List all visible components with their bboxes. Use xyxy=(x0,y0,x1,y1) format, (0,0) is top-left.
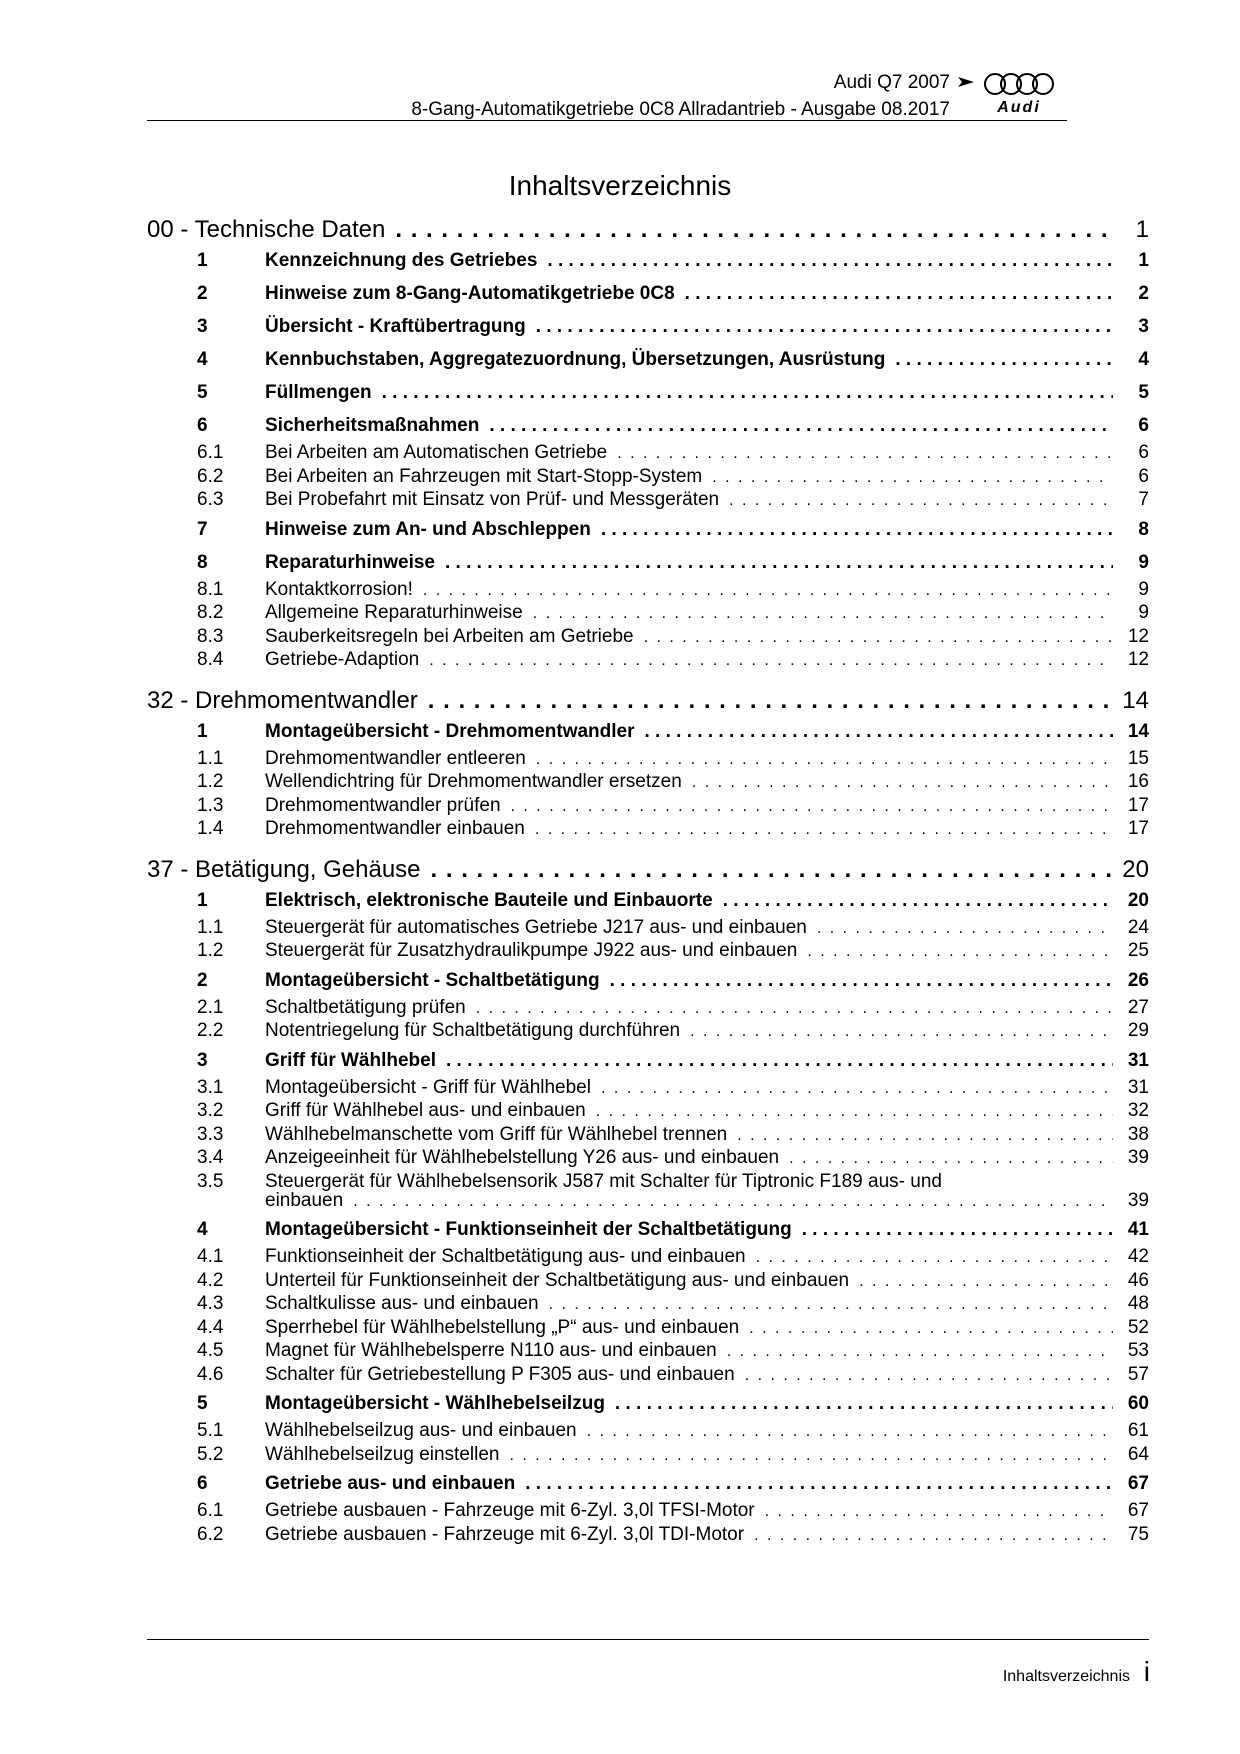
toc-label: Sauberkeitsregeln bei Arbeiten am Getriebe xyxy=(265,625,634,647)
dot-leader xyxy=(615,1393,1113,1415)
toc-label: Griff für Wählhebel xyxy=(265,1049,436,1071)
toc-label: Sperrhebel für Wählhebelstellung „P“ aus- und einbauen xyxy=(265,1316,740,1338)
toc-page-number: 20 xyxy=(1127,889,1149,911)
toc-page-number: 17 xyxy=(1127,818,1149,839)
toc-page-number: 6 xyxy=(1138,465,1149,487)
toc-subsection[interactable] xyxy=(197,1500,1149,1524)
toc-page-number: 24 xyxy=(1127,916,1149,938)
toc-page-number: 39 xyxy=(1127,1147,1149,1168)
toc-label: Übersicht - Kraftübertragung xyxy=(265,316,526,337)
toc-page-number: 6 xyxy=(1138,442,1149,463)
toc-number: 1 xyxy=(197,250,208,271)
toc-label: Montageübersicht - Schaltbetätigung xyxy=(265,969,600,991)
dot-leader xyxy=(423,582,1113,600)
toc-page-number: 6 xyxy=(1138,415,1149,436)
toc-number: 2.2 xyxy=(197,1020,224,1041)
toc-section[interactable] xyxy=(197,382,1149,406)
toc-number: 1.1 xyxy=(197,916,224,938)
dot-leader xyxy=(536,316,1113,338)
toc-page-number: 4 xyxy=(1138,349,1149,370)
toc-subsection[interactable] xyxy=(197,1020,1149,1044)
toc-section[interactable] xyxy=(197,890,1149,914)
toc-label: Steuergerät für Wählhebelsensorik J587 mit Schalter für Tiptronic F189 aus- und xyxy=(265,1170,942,1192)
toc-label: einbauen xyxy=(265,1189,344,1211)
toc-label: Allgemeine Reparaturhinweise xyxy=(265,602,523,623)
dot-leader xyxy=(549,1296,1113,1314)
toc-page-number: 39 xyxy=(1127,1189,1149,1211)
toc-label: Hinweise zum 8-Gang-Automatikgetriebe 0C8 xyxy=(265,283,675,304)
toc-number: 1.2 xyxy=(197,940,224,961)
toc-number: 1 xyxy=(197,720,208,742)
dot-leader xyxy=(617,445,1113,463)
toc-label: Getriebe ausbauen - Fahrzeuge mit 6-Zyl. 3,0l TFSI-Motor xyxy=(265,1500,755,1521)
toc-number: 6 xyxy=(197,415,208,436)
toc-label: Wählhebelseilzug aus- und einbauen xyxy=(265,1420,577,1441)
toc-subsection[interactable] xyxy=(197,1317,1149,1341)
toc-subsection[interactable] xyxy=(197,1293,1149,1317)
toc-section[interactable] xyxy=(197,1050,1149,1074)
toc-page-number: 2 xyxy=(1138,283,1149,304)
toc-page-number: 27 xyxy=(1127,996,1149,1018)
toc-number: 8 xyxy=(197,551,208,573)
toc-label: Kontaktkorrosion! xyxy=(265,578,413,600)
dot-leader xyxy=(587,1423,1113,1441)
toc-number: 8.3 xyxy=(197,625,224,647)
toc-number: 4.3 xyxy=(197,1293,224,1314)
toc-page-number: 26 xyxy=(1127,969,1149,991)
toc-subsection[interactable] xyxy=(197,626,1149,650)
toc-label: Unterteil für Funktionseinheit der Schaltbetätigung aus- und einbauen xyxy=(265,1269,850,1291)
dot-leader xyxy=(547,250,1113,272)
dot-leader xyxy=(727,1343,1113,1361)
toc-label: Getriebe aus- und einbauen xyxy=(265,1473,516,1494)
toc-section[interactable] xyxy=(197,1219,1149,1243)
toc-label: Magnet für Wählhebelsperre N110 aus- und einbauen xyxy=(265,1340,717,1361)
toc-subsection[interactable] xyxy=(197,940,1149,964)
dot-leader xyxy=(692,774,1113,792)
toc-page-number: 52 xyxy=(1127,1316,1149,1338)
toc-number: 7 xyxy=(197,518,208,540)
dot-leader xyxy=(644,629,1113,647)
dot-leader xyxy=(525,1473,1113,1495)
toc-page-number: 75 xyxy=(1127,1523,1149,1545)
dot-leader xyxy=(685,283,1113,305)
toc-number: 2 xyxy=(197,283,208,304)
toc-label: Elektrisch, elektronische Bauteile und Einbauorte xyxy=(265,889,713,911)
toc-page-number: 9 xyxy=(1138,578,1149,600)
toc-label: Reparaturhinweise xyxy=(265,551,435,573)
toc-subsection[interactable] xyxy=(197,1420,1149,1444)
toc-label: Schaltkulisse aus- und einbauen xyxy=(265,1293,539,1314)
toc-section[interactable] xyxy=(197,283,1149,307)
dot-leader xyxy=(445,552,1113,574)
toc-number: 1.2 xyxy=(197,771,224,792)
toc-subsection[interactable] xyxy=(197,1147,1149,1171)
toc-page-number: 48 xyxy=(1127,1293,1149,1314)
toc-label: Schalter für Getriebestellung P F305 aus- und einbauen xyxy=(265,1363,735,1385)
dot-leader xyxy=(756,1249,1113,1267)
toc-label: Kennbuchstaben, Aggregatezuordnung, Übersetzungen, Ausrüstung xyxy=(265,349,886,370)
toc-label: 00 - Technische Daten xyxy=(147,216,386,243)
toc-subsection[interactable] xyxy=(197,579,1149,603)
toc-number: 3.1 xyxy=(197,1076,224,1098)
toc-page-number: 20 xyxy=(1122,855,1149,883)
toc-subsection[interactable] xyxy=(197,649,1149,673)
dot-leader xyxy=(428,687,1113,715)
toc-page-number: 12 xyxy=(1127,625,1149,647)
toc-section[interactable] xyxy=(197,316,1149,340)
dot-leader xyxy=(859,1273,1113,1291)
toc-number: 5 xyxy=(197,382,208,403)
toc-number: 3 xyxy=(197,1049,208,1071)
toc-section[interactable] xyxy=(197,721,1149,745)
toc-label: Montageübersicht - Drehmomentwandler xyxy=(265,720,635,742)
toc-subsection[interactable] xyxy=(197,1246,1149,1270)
toc-page-number: 1 xyxy=(1135,216,1149,243)
toc-number: 1.4 xyxy=(197,818,224,839)
toc-label: Getriebe ausbauen - Fahrzeuge mit 6-Zyl. 3,0l TDI-Motor xyxy=(265,1523,745,1545)
toc-section[interactable] xyxy=(197,519,1149,543)
toc-label: Bei Arbeiten an Fahrzeugen mit Start-Stopp-System xyxy=(265,465,703,487)
toc-number: 4 xyxy=(197,349,208,370)
toc-page-number: 57 xyxy=(1127,1363,1149,1385)
toc-number: 2.1 xyxy=(197,996,224,1018)
dot-leader xyxy=(807,943,1113,961)
toc-page-number: 17 xyxy=(1127,794,1149,816)
toc-subsection[interactable] xyxy=(197,489,1149,513)
dot-leader xyxy=(536,751,1113,769)
toc-section[interactable] xyxy=(197,1393,1149,1417)
dot-leader xyxy=(723,890,1113,912)
toc-label: Wählhebelseilzug einstellen xyxy=(265,1443,500,1465)
toc-label: Drehmomentwandler einbauen xyxy=(265,818,525,839)
toc-number: 1.3 xyxy=(197,794,224,816)
toc-page-number: 15 xyxy=(1127,747,1149,769)
toc-page-number: 25 xyxy=(1127,940,1149,961)
toc-number: 5.1 xyxy=(197,1420,224,1441)
dot-leader xyxy=(596,1103,1113,1121)
dot-leader xyxy=(802,1219,1113,1241)
toc-page-number: 16 xyxy=(1127,771,1149,792)
toc-subsection[interactable] xyxy=(197,1100,1149,1124)
header-model: Audi Q7 2007 xyxy=(833,72,950,93)
dot-leader xyxy=(382,382,1113,404)
toc-label: Kennzeichnung des Getriebes xyxy=(265,250,538,271)
toc-subsection[interactable] xyxy=(197,1444,1149,1468)
toc-page-number: 38 xyxy=(1127,1123,1149,1145)
toc-page-number: 42 xyxy=(1127,1246,1149,1267)
toc-number: 6.2 xyxy=(197,465,224,487)
toc-number: 8.1 xyxy=(197,578,224,600)
toc-page-number: 67 xyxy=(1127,1473,1149,1494)
dot-leader xyxy=(533,605,1113,623)
toc-subsection[interactable] xyxy=(197,771,1149,795)
toc-subsection[interactable] xyxy=(197,1364,1149,1388)
toc-subsection[interactable] xyxy=(197,1270,1149,1294)
toc-label: Wählhebelmanschette vom Griff für Wählhebel trennen xyxy=(265,1123,728,1145)
toc-section[interactable] xyxy=(197,349,1149,373)
toc-label: Wellendichtring für Drehmomentwandler ersetzen xyxy=(265,771,682,792)
toc-subsection[interactable] xyxy=(197,1077,1149,1101)
toc-number: 4.5 xyxy=(197,1340,224,1361)
toc-page-number: 60 xyxy=(1127,1393,1149,1414)
toc-label: Schaltbetätigung prüfen xyxy=(265,996,466,1018)
dot-leader xyxy=(749,1320,1113,1338)
toc-section[interactable] xyxy=(197,552,1149,576)
toc-page-number: 12 xyxy=(1127,649,1149,670)
dot-leader xyxy=(489,415,1113,437)
toc-number: 8.2 xyxy=(197,602,224,623)
toc-section[interactable] xyxy=(197,250,1149,274)
toc-subsection[interactable] xyxy=(197,748,1149,772)
toc-page-number: 1 xyxy=(1138,250,1149,271)
toc-number: 3.4 xyxy=(197,1147,224,1168)
toc-page-number: 29 xyxy=(1127,1020,1149,1041)
toc-page-number: 64 xyxy=(1127,1443,1149,1465)
toc-number: 3 xyxy=(197,316,208,337)
toc-number: 6 xyxy=(197,1473,208,1494)
dot-leader xyxy=(601,519,1113,541)
toc-label: Bei Probefahrt mit Einsatz von Prüf- und Messgeräten xyxy=(265,489,720,510)
toc-subsection[interactable] xyxy=(197,818,1149,842)
toc-page-number: 8 xyxy=(1138,518,1149,540)
toc-page-number: 46 xyxy=(1127,1269,1149,1291)
toc-subsection[interactable] xyxy=(197,442,1149,466)
toc-number: 3.2 xyxy=(197,1100,224,1121)
toc-section[interactable] xyxy=(197,415,1149,439)
dot-leader xyxy=(789,1150,1113,1168)
toc-number: 6.1 xyxy=(197,1500,224,1521)
dot-leader xyxy=(601,1080,1113,1098)
dot-leader xyxy=(745,1367,1113,1385)
toc-page-number: 3 xyxy=(1138,316,1149,337)
toc-label: Füllmengen xyxy=(265,382,372,403)
toc-page-number: 7 xyxy=(1138,489,1149,510)
toc-subsection[interactable] xyxy=(197,997,1149,1021)
toc-chapter[interactable] xyxy=(147,216,1149,246)
toc-number: 5.2 xyxy=(197,1443,224,1465)
dot-leader xyxy=(610,970,1113,992)
dot-leader xyxy=(754,1527,1113,1545)
toc-number: 1.1 xyxy=(197,747,224,769)
toc-label: Drehmomentwandler prüfen xyxy=(265,794,501,816)
header-subtitle: 8-Gang-Automatikgetriebe 0C8 Allradantrieb - Ausgabe 08.2017 xyxy=(411,99,950,120)
toc-label: Sicherheitsmaßnahmen xyxy=(265,415,480,436)
toc-subsection[interactable] xyxy=(197,1524,1149,1548)
footer-label: Inhaltsverzeichnis xyxy=(1002,1668,1130,1685)
dot-leader xyxy=(353,1193,1113,1211)
toc-number: 5 xyxy=(197,1393,208,1414)
toc-number: 4.6 xyxy=(197,1363,224,1385)
dot-leader xyxy=(431,856,1113,884)
toc-label: Drehmomentwandler entleeren xyxy=(265,747,526,769)
toc-page-number: 9 xyxy=(1138,602,1149,623)
toc-number: 6.3 xyxy=(197,489,224,510)
toc-label: Montageübersicht - Griff für Wählhebel xyxy=(265,1076,591,1098)
toc-label: Montageübersicht - Funktionseinheit der Schaltbetätigung xyxy=(265,1219,792,1240)
dot-leader xyxy=(737,1127,1113,1145)
toc-page-number: 67 xyxy=(1127,1500,1149,1521)
toc-page-number: 14 xyxy=(1122,686,1149,714)
toc-number: 4.1 xyxy=(197,1246,224,1267)
toc-subsection[interactable] xyxy=(197,1340,1149,1364)
toc-label: 37 - Betätigung, Gehäuse xyxy=(147,855,421,883)
dot-leader xyxy=(429,652,1113,670)
toc-page-number: 9 xyxy=(1138,551,1149,573)
dot-leader xyxy=(817,920,1113,938)
toc-label: Getriebe-Adaption xyxy=(265,649,420,670)
dot-leader xyxy=(476,1000,1113,1018)
toc-label: Funktionseinheit der Schaltbetätigung aus- und einbauen xyxy=(265,1246,746,1267)
toc-label: Notentriegelung für Schaltbetätigung durchführen xyxy=(265,1020,681,1041)
toc-number: 2 xyxy=(197,969,208,991)
toc-label: Hinweise zum An- und Abschleppen xyxy=(265,518,591,540)
toc-number: 4 xyxy=(197,1219,208,1240)
toc-number: 4.4 xyxy=(197,1316,224,1338)
toc-label: Montageübersicht - Wählhebelseilzug xyxy=(265,1393,605,1414)
toc-subsection[interactable] xyxy=(197,795,1149,819)
toc-label: Steuergerät für automatisches Getriebe J217 aus- und einbauen xyxy=(265,916,807,938)
toc-page-number: 31 xyxy=(1127,1076,1149,1098)
dot-leader xyxy=(765,1503,1113,1521)
toc-page-number: 41 xyxy=(1127,1219,1149,1240)
page-title: Inhaltsverzeichnis xyxy=(508,170,732,201)
dot-leader xyxy=(446,1050,1113,1072)
toc-label: 32 - Drehmomentwandler xyxy=(147,686,418,714)
toc-number: 3.3 xyxy=(197,1123,224,1145)
toc-subsection[interactable] xyxy=(197,917,1149,941)
toc-section[interactable] xyxy=(197,970,1149,994)
dot-leader xyxy=(895,349,1113,371)
dot-leader xyxy=(712,469,1113,487)
dot-leader xyxy=(395,216,1113,244)
toc-subsection[interactable] xyxy=(197,1124,1149,1148)
toc-section[interactable] xyxy=(197,1473,1149,1497)
toc-label: Bei Arbeiten am Automatischen Getriebe xyxy=(265,442,608,463)
toc-subsection[interactable] xyxy=(197,602,1149,626)
toc-number: 4.2 xyxy=(197,1269,224,1291)
toc-chapter[interactable] xyxy=(147,856,1149,886)
toc-page-number: 53 xyxy=(1127,1340,1149,1361)
footer-page-number: i xyxy=(1143,1656,1150,1687)
toc-label: Anzeigeeinheit für Wählhebelstellung Y26 aus- und einbauen xyxy=(265,1147,780,1168)
toc-number: 6.1 xyxy=(197,442,224,463)
dot-leader xyxy=(509,1447,1113,1465)
dot-leader xyxy=(729,492,1113,510)
toc-number: 1 xyxy=(197,889,208,911)
toc-page-number: 61 xyxy=(1127,1420,1149,1441)
dot-leader xyxy=(535,821,1113,839)
toc-chapter[interactable] xyxy=(147,687,1149,717)
dot-leader xyxy=(645,721,1114,743)
toc-label: Griff für Wählhebel aus- und einbauen xyxy=(265,1100,586,1121)
toc-number: 6.2 xyxy=(197,1523,224,1545)
toc-page-number: 14 xyxy=(1127,720,1149,742)
toc-page-number: 31 xyxy=(1127,1049,1149,1071)
toc-number: 8.4 xyxy=(197,649,224,670)
footer-divider xyxy=(147,1639,1149,1640)
dot-leader xyxy=(690,1023,1113,1041)
toc-subsection-continuation[interactable] xyxy=(265,1190,1149,1214)
dot-leader xyxy=(511,798,1113,816)
audi-wordmark: Audi xyxy=(997,99,1041,116)
toc-page-number: 32 xyxy=(1127,1100,1149,1121)
toc-page-number: 5 xyxy=(1138,382,1149,403)
toc-number: 3.5 xyxy=(197,1170,224,1192)
toc-label: Steuergerät für Zusatzhydraulikpumpe J922 aus- und einbauen xyxy=(265,940,798,961)
toc-subsection[interactable] xyxy=(197,466,1149,490)
